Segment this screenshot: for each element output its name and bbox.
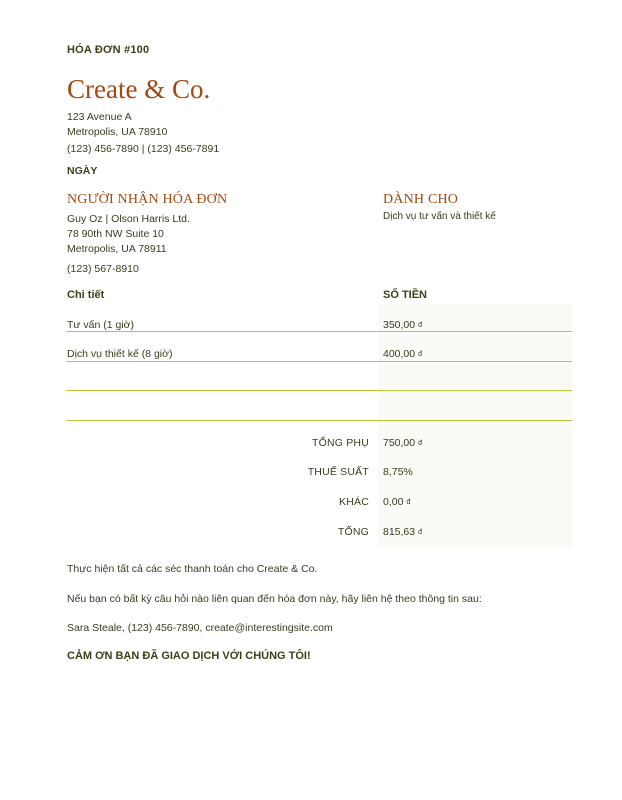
recipient-street: 78 90th NW Suite 10 — [67, 228, 164, 240]
for-description: Dịch vụ tư vấn và thiết kế — [383, 211, 496, 222]
company-name: Create & Co. — [67, 74, 211, 104]
contact-info: Sara Steale, (123) 456-7890, create@interestingsite.com — [67, 622, 333, 634]
amount-value: 750,00 — [383, 437, 416, 449]
tax-value: 8,75% — [383, 466, 413, 478]
total-value — [383, 526, 422, 538]
currency-symbol: đ — [406, 499, 411, 506]
currency-symbol: đ — [418, 351, 423, 358]
recipient-title: NGƯỜI NHẬN HÓA ĐƠN — [67, 192, 228, 207]
table-row-2-detail: Dịch vụ thiết kế (8 giờ) — [67, 348, 173, 360]
amount-column-background — [378, 304, 572, 548]
recipient-city: Metropolis, UA 78911 — [67, 243, 167, 255]
amount-value: 815,63 — [383, 526, 416, 538]
payment-note: Thực hiện tất cả các séc thanh toán cho Create & Co. — [67, 563, 318, 575]
subtotal-value — [383, 437, 422, 449]
for-title: DÀNH CHO — [383, 192, 459, 207]
table-row-divider — [66, 420, 572, 421]
column-header-amount: SỐ TIỀN — [383, 289, 428, 301]
amount-value: 350,00 — [383, 319, 416, 331]
company-address — [67, 110, 167, 140]
subtotal-label: TỔNG PHỤ — [311, 437, 369, 449]
amount-value: 0,00 — [383, 496, 404, 508]
table-row-1-detail: Tư vấn (1 giờ) — [67, 319, 135, 331]
amount-value: 400,00 — [383, 348, 416, 360]
column-header-detail: Chi tiết — [67, 289, 105, 301]
recipient-address — [67, 212, 190, 257]
other-label: KHÁC — [339, 496, 369, 508]
other-value — [383, 496, 410, 508]
company-city: Metropolis, UA 78910 — [67, 126, 168, 138]
invoice-number: HÓA ĐƠN #100 — [67, 44, 150, 56]
thank-you-message: CẢM ƠN BẠN ĐÃ GIAO DỊCH VỚI CHÚNG TÔI! — [67, 650, 311, 662]
currency-symbol: đ — [418, 529, 423, 536]
company-phones: (123) 456-7890 | (123) 456-7891 — [67, 143, 220, 155]
total-label: TỔNG — [337, 526, 369, 538]
table-row-divider — [66, 361, 572, 362]
recipient-phone: (123) 567-8910 — [67, 263, 139, 275]
table-row-divider — [66, 390, 572, 391]
date-label: NGÀY — [67, 165, 98, 177]
table-row-2-amount — [383, 348, 422, 360]
company-street: 123 Avenue A — [67, 111, 132, 123]
recipient-name: Guy Oz | Olson Harris Ltd. — [67, 213, 190, 225]
currency-symbol: đ — [418, 440, 423, 447]
table-row-1-amount — [383, 319, 422, 331]
question-note: Nếu bạn có bất kỳ câu hỏi nào liên quan đến hóa đơn này, hãy liên hệ theo thông tin sau: — [67, 593, 482, 605]
table-row-divider — [66, 331, 572, 332]
tax-label: THUẾ SUẤT — [307, 466, 369, 478]
currency-symbol: đ — [418, 322, 423, 329]
